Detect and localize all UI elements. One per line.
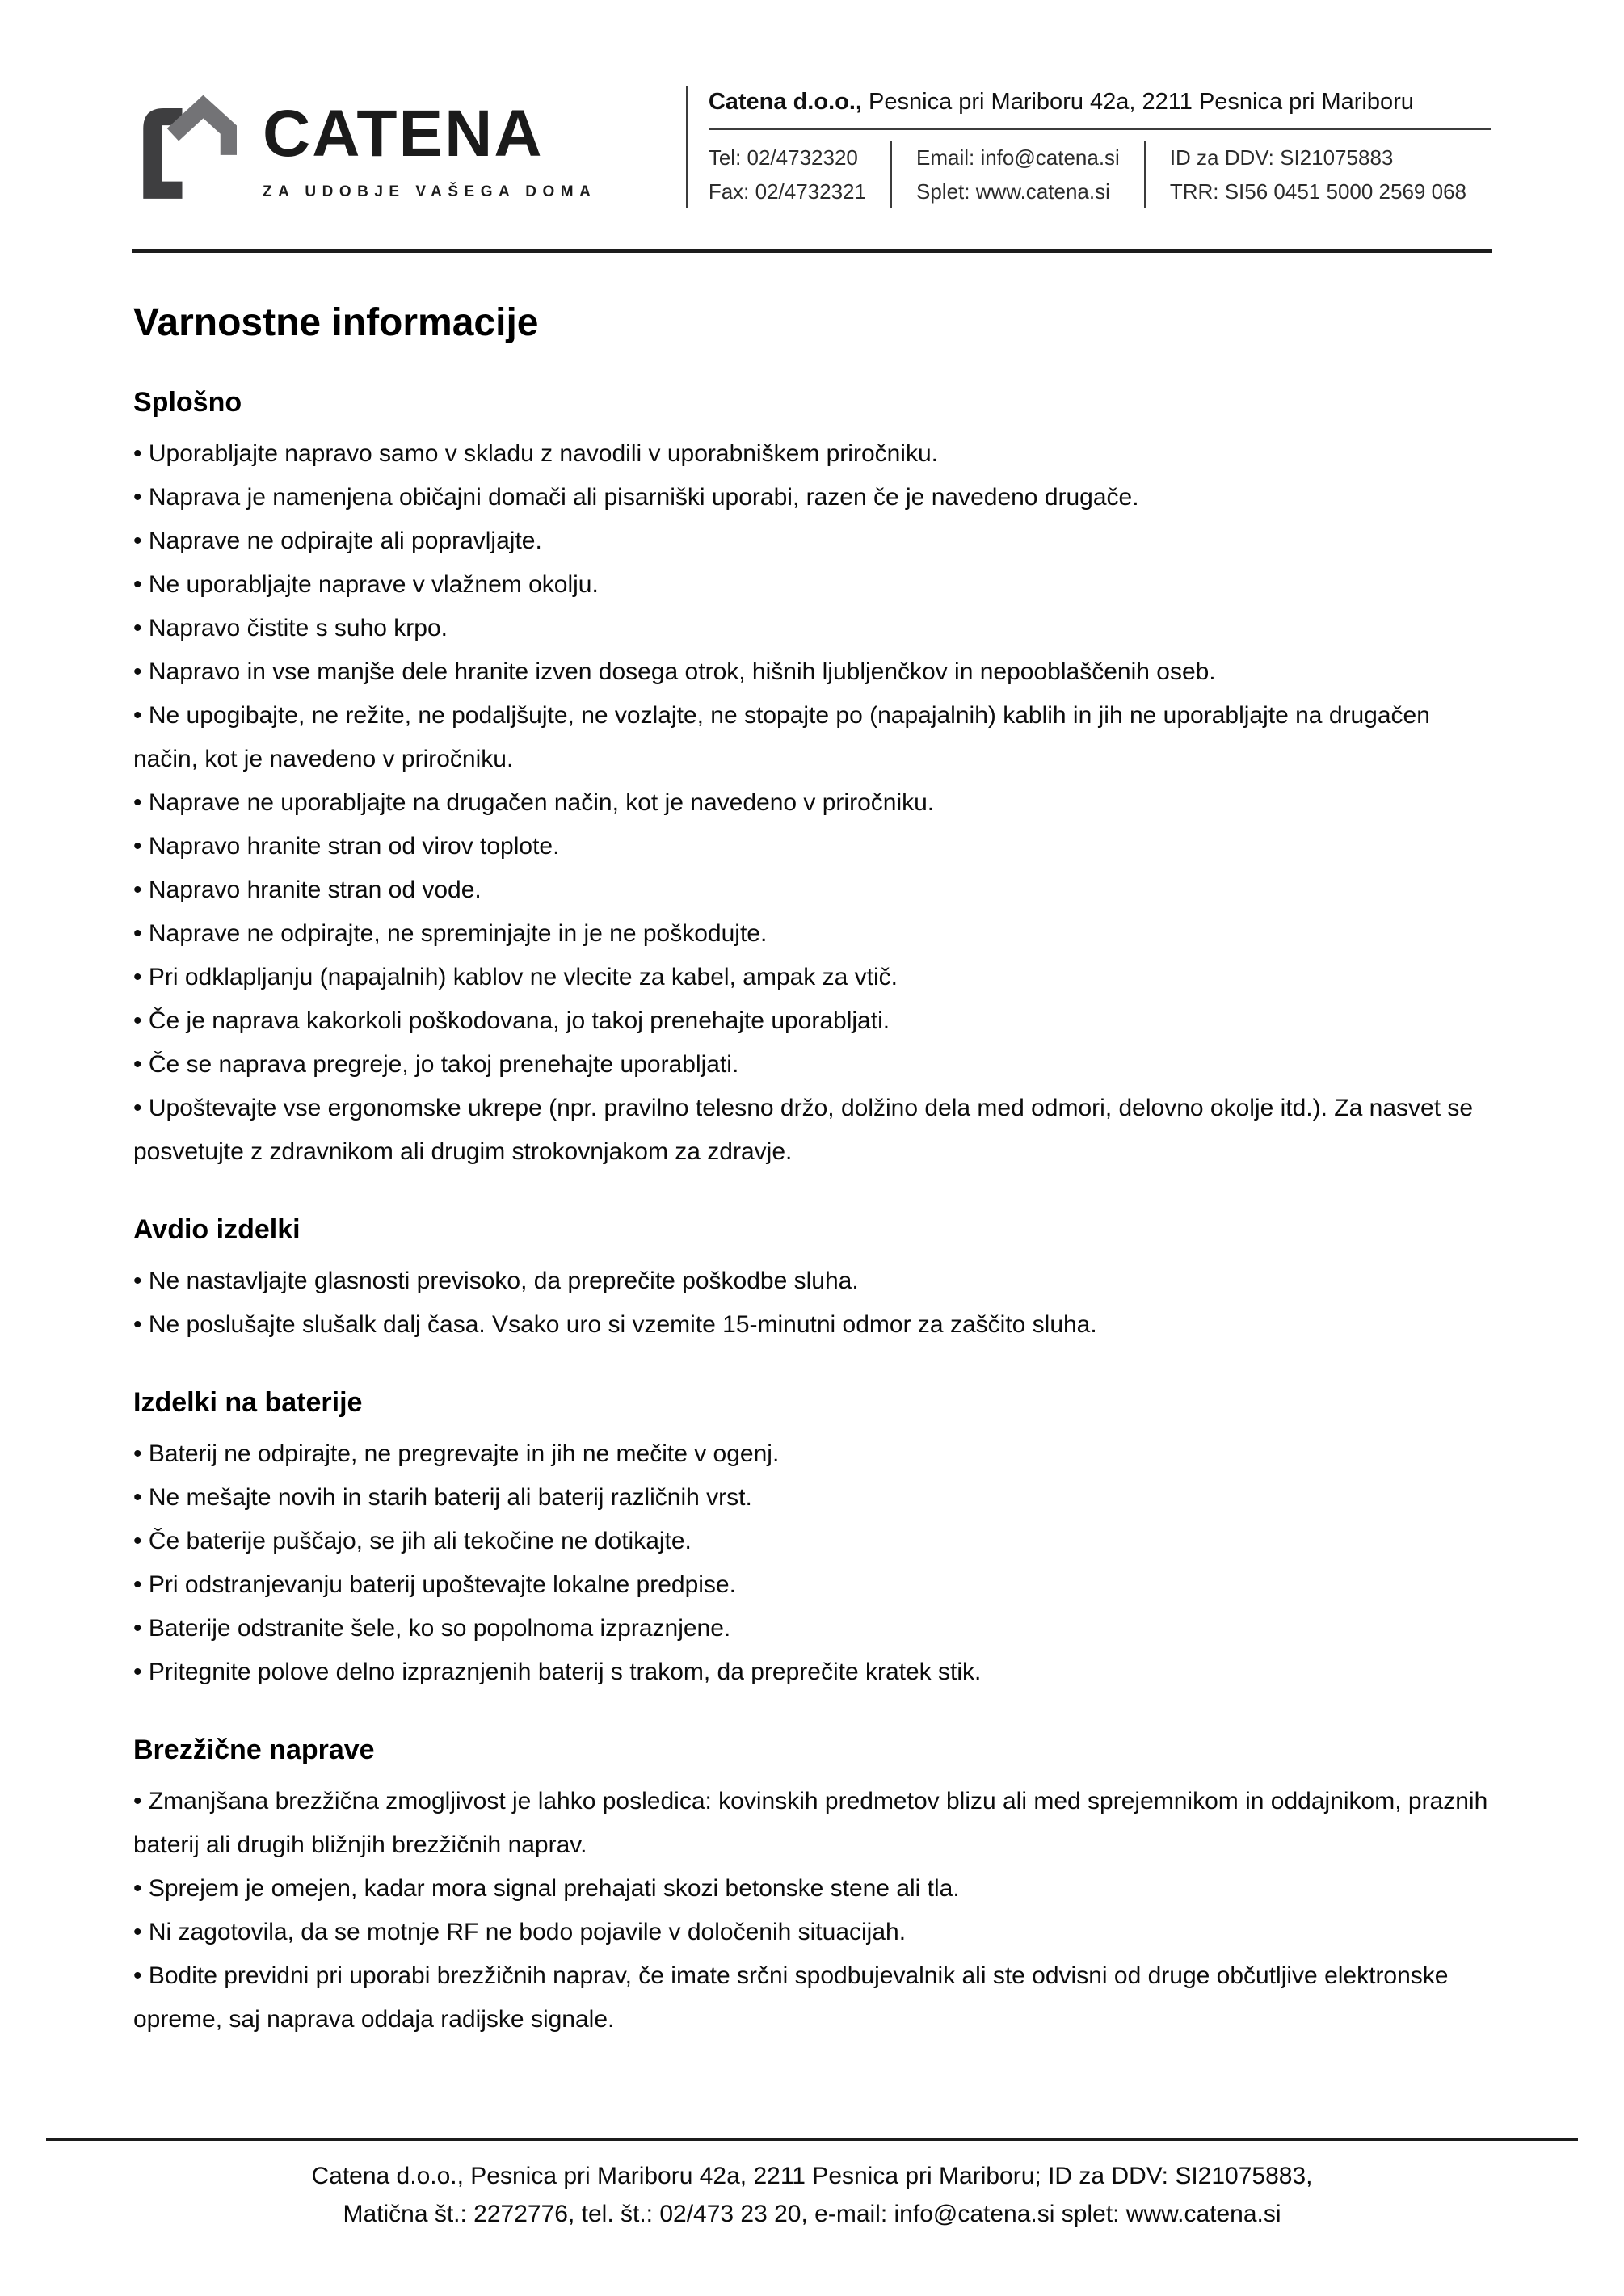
bullet-item: • Naprave ne odpirajte ali popravljajte. [133,527,542,554]
bullet-item: • Ne nastavljajte glasnosti previsoko, da preprečite poškodbe sluha. [133,1267,859,1294]
bullet-item: • Uporabljajte napravo samo v skladu z navodili v uporabniškem priročniku. [133,439,938,467]
section-heading: Brezžične naprave [133,1734,375,1765]
contact-col-phone [709,141,890,208]
document-section [133,1208,1491,1347]
contact-col-web [890,141,1144,208]
bullet-item: • Upoštevajte vse ergonomske ukrepe (npr. pravilno telesno držo, dolžino dela med odmori, delovno okolje itd.). Za nasvet se posvetujte z zdravnikom ali drugim strokovnjakom za zdravje. [133,1094,1474,1165]
bank-account-line: TRR: SI56 0451 5000 2569 068 [1169,179,1466,204]
bullet-item: • Baterije odstranite šele, ko so popolnoma izpraznjene. [133,1614,731,1642]
page-footer [46,2138,1578,2233]
bullet-item: • Ne mešajte novih in starih baterij ali baterij različnih vrst. [133,1483,752,1511]
bullet-item: • Naprava je namenjena običajni domači ali pisarniški uporabi, razen če je navedeno drugače. [133,483,1139,511]
brand-wordmark [263,97,597,201]
document-section [133,381,1491,1174]
document-body [133,381,1491,2042]
bullet-item: • Če baterije puščajo, se jih ali tekočine ne dotikajte. [133,1527,692,1554]
brand-tagline: ZA UDOBJE VAŠEGA DOMA [263,183,597,200]
bullet-item: • Pritegnite polove delno izpraznjenih baterij s trakom, da preprečite kratek stik. [133,1658,982,1685]
footer-line-2: Matična št.: 2272776, tel. št.: 02/473 23 20, e-mail: info@catena.si splet: www.catena.si [343,2201,1281,2227]
bullet-item: • Ne upogibajte, ne režite, ne podaljšujte, ne vozlajte, ne stopajte po (napajalnih) kablih in jih ne uporabljajte na drugačen način, kot je navedeno v priročniku. [133,701,1430,772]
section-heading: Avdio izdelki [133,1213,301,1245]
website-line: Splet: www.catena.si [915,179,1110,204]
bullet-item: • Naprave ne uporabljajte na drugačen način, kot je navedeno v priročniku. [133,788,935,816]
contact-row [709,130,1491,208]
bullet-item: • Če se naprava pregreje, jo takoj prenehajte uporabljati. [133,1050,739,1078]
company-logo [128,86,596,217]
footer-rule [46,2138,1578,2141]
bullet-list [133,1259,1491,1347]
email-line: Email: info@catena.si [915,145,1120,170]
document-section [133,1728,1491,2042]
bullet-item: • Ne poslušajte slušalk dalj časa. Vsako uro si vzemite 15-minutni odmor za zaščito sluha. [133,1310,1097,1338]
bullet-item: • Napravo in vse manjše dele hranite izven dosega otrok, hišnih ljubljenčkov in nepooblaščenih oseb. [133,658,1216,685]
bullet-list [133,1432,1491,1694]
bullet-item: • Napravo čistite s suho krpo. [133,614,448,641]
bullet-item: • Naprave ne odpirajte, ne spreminjajte in je ne poškodujte. [133,919,768,947]
bullet-item: • Napravo hranite stran od virov toplote. [133,832,560,860]
company-name: Catena d.o.o., [708,89,862,115]
catena-house-logo-icon [128,86,237,217]
header-rule [132,249,1492,253]
bullet-item: • Pri odklapljanju (napajalnih) kablov ne vlecite za kabel, ampak za vtič. [133,963,898,990]
letterhead [0,0,1624,217]
company-contact-block [686,86,1491,208]
bullet-list [133,432,1491,1174]
bullet-item: • Pri odstranjevanju baterij upoštevajte lokalne predpise. [133,1571,736,1598]
contact-col-ids [1144,141,1491,208]
bullet-item: • Bodite previdni pri uporabi brezžičnih naprav, če imate srčni spodbujevalnik ali ste odvisni od druge občutljive elektronske opreme, saj naprava oddaja radijske signale. [133,1962,1449,2033]
bullet-item: • Ne uporabljajte naprave v vlažnem okolju. [133,570,599,598]
bullet-item: • Zmanjšana brezžična zmogljivost je lahko posledica: kovinskih predmetov blizu ali med sprejemnikom in oddajnikom, praznih baterij ali drugih bližnjih brezžičnih naprav. [133,1787,1488,1858]
bullet-item: • Ni zagotovila, da se motnje RF ne bodo pojavile v določenih situacijah. [133,1918,907,1945]
section-heading: Splošno [133,386,242,418]
section-heading: Izdelki na baterije [133,1386,363,1418]
company-address: Pesnica pri Mariboru 42a, 2211 Pesnica pri Mariboru [869,89,1414,115]
bullet-item: • Napravo hranite stran od vode. [133,876,482,903]
vat-id-line: ID za DDV: SI21075883 [1169,145,1394,170]
footer-line-1: Catena d.o.o., Pesnica pri Mariboru 42a, 2211 Pesnica pri Mariboru; ID za DDV: SI21075883, [311,2163,1313,2189]
bullet-list [133,1780,1491,2042]
brand-name: CATENA [263,97,544,170]
fax-line: Fax: 02/4732321 [708,179,866,204]
document-section [133,1381,1491,1694]
page-title: Varnostne informacije [133,301,539,344]
bullet-item: • Če je naprava kakorkoli poškodovana, jo takoj prenehajte uporabljati. [133,1007,890,1034]
company-address-line [709,86,1491,128]
bullet-item: • Baterij ne odpirajte, ne pregrevajte in jih ne mečite v ogenj. [133,1440,780,1467]
bullet-item: • Sprejem je omejen, kadar mora signal prehajati skozi betonske stene ali tla. [133,1874,960,1902]
phone-line: Tel: 02/4732320 [708,145,858,170]
document-content [0,300,1624,2042]
